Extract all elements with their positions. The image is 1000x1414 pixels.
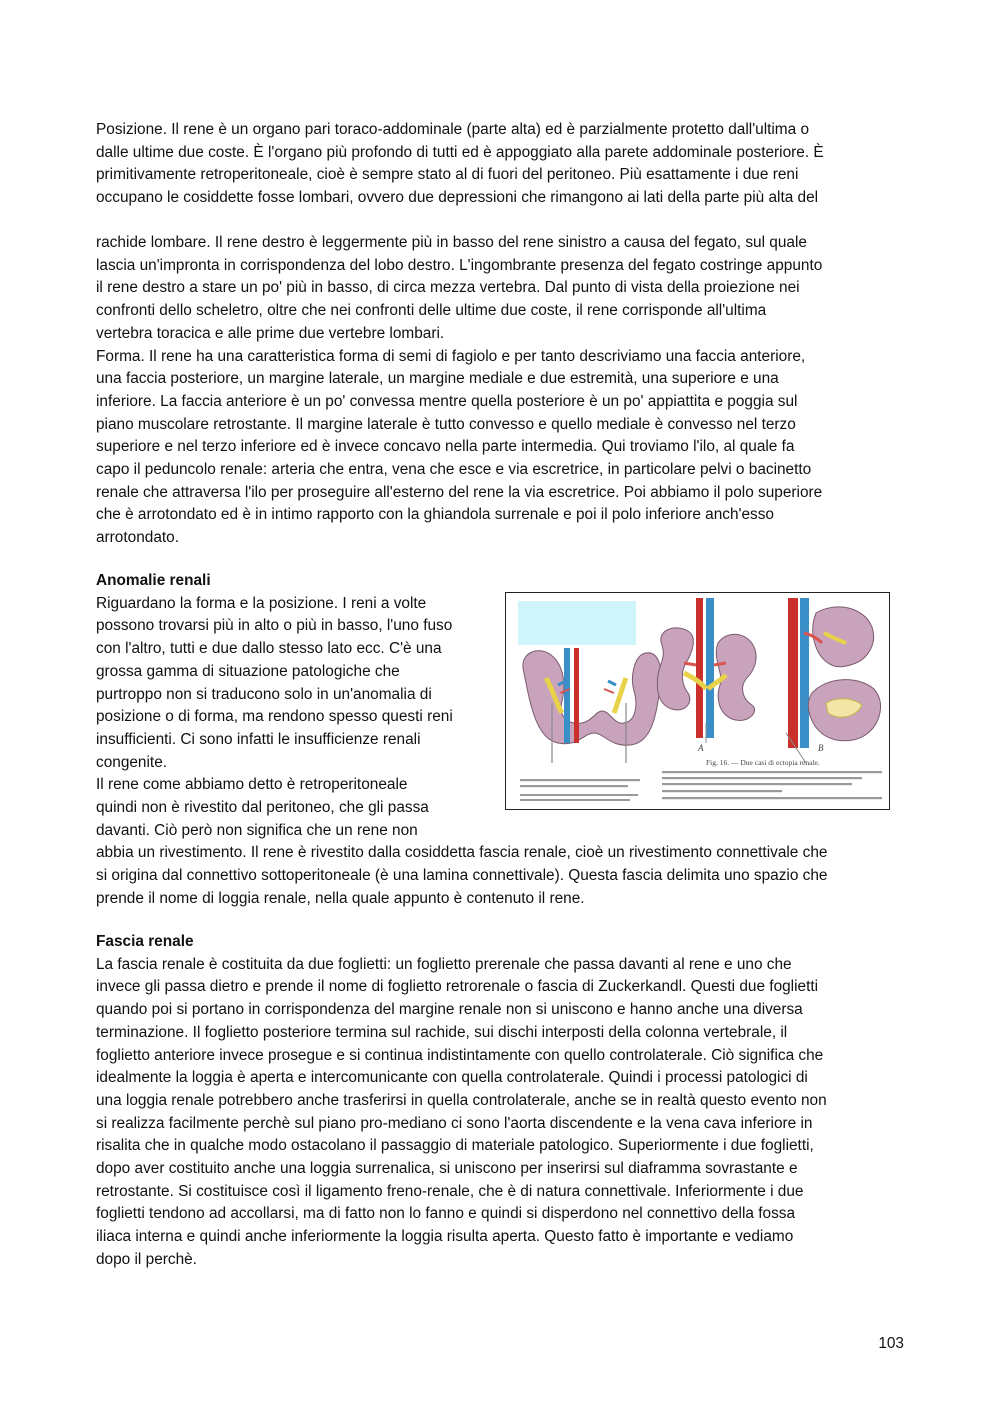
paragraph-forma — [96, 232, 908, 550]
text-line: rachide lombare. Il rene destro è leggermente più in basso del rene sinistro a causa del fegato, sul quale — [96, 234, 807, 251]
text-line: Forma. Il rene ha una caratteristica forma di semi di fagiolo e per tanto descriviamo una faccia anteriore, — [96, 347, 806, 365]
text-line: arrotondato. — [96, 529, 179, 547]
ectopic-kidney-b-drawing — [786, 598, 881, 763]
text-line: il rene destro a stare un po' più in basso, di circa mezza vertebra. Dal punto di vista della proiezione nei — [96, 279, 800, 297]
text-line: piano muscolare retrostante. Il margine laterale è tutto convesso e quello mediale è convesso nel terzo — [96, 415, 796, 433]
text-line: quindi non è rivestito dal peritoneo, che gli passa — [96, 799, 429, 817]
figure-label-b: B — [818, 743, 824, 753]
figure-label-a: A — [698, 743, 704, 753]
text-line: Il rene come abbiamo detto è retroperitoneale — [96, 776, 408, 794]
text-line: confronti dello scheletro, oltre che nei confronti delle ultime due coste, il rene corrisponde all'ultima — [96, 302, 767, 320]
highlight-box — [518, 601, 636, 645]
text-line: renale che attraversa l'ilo per proseguire all'esterno del rene la via escretrice. Poi abbiamo il polo superiore — [96, 483, 823, 501]
text-line: capo il peduncolo renale: arteria che entra, vena che esce e via escretrice, in particolare pelvi o bacinetto — [96, 461, 812, 479]
ectopic-kidney-a-drawing — [657, 598, 756, 753]
text-line: foglietto anteriore invece prosegue e si continua indistintamente con quello controlaterale. Ciò significa che — [96, 1046, 824, 1064]
text-line: inferiore. La faccia anteriore è un po' convessa mentre quella posteriore è un po' appiattita e poggia sul — [96, 392, 798, 410]
text-line: si realizza facilmente perchè sul piano pro-mediano ci sono l'aorta discendente e la vena cava inferiore in — [96, 1114, 813, 1132]
text-line: posizione o di forma, ma rendono spesso questi reni — [96, 708, 453, 726]
text-line: dopo il perchè. — [96, 1250, 197, 1268]
text-line: idealmente la loggia è aperta e intercomunicante con quella controlaterale. Quindi i processi patologici di — [96, 1069, 808, 1087]
text-line: dopo aver costituito anche una loggia surrenalica, si uniscono per inserirsi sul diaframma sovrastante e — [96, 1160, 798, 1178]
text-line: con l'altro, tutti e due dallo stesso lato ecc. C'è una — [96, 640, 442, 658]
paragraph-posizione — [96, 119, 908, 210]
text-line: dalle ultime due coste. È l'organo più profondo di tutti ed è appoggiato alla parete addominale posteriore. È — [96, 143, 824, 161]
text-line: invece gli passa dietro e prende il nome di foglietto retrorenale o fascia di Zuckerkandl. Questi due foglietti — [96, 978, 819, 996]
text-line: possono trovarsi più in alto o più in basso, l'uno fuso — [96, 617, 453, 635]
text-line: una faccia posteriore, un margine laterale, un margine mediale e due estremità, una superiore e una — [96, 370, 779, 388]
page-number: 103 — [878, 1335, 904, 1352]
text-line: La fascia renale è costituita da due foglietti: un foglietto prerenale che passa davanti al rene e uno che — [96, 955, 792, 973]
text-line: occupano le cosiddette fosse lombari, ovvero due depressioni che rimangono ai lati della parte più alta del — [96, 189, 819, 207]
text-line: lascia un'impronta in corrispondenza del lobo destro. L'ingombrante presenza del fegato costringe appunto — [96, 256, 823, 274]
figure-16-caption-title: Fig. 16. — Due casi di ectopia renale. — [706, 758, 820, 767]
section-fascia-renale — [96, 931, 908, 1272]
text-line: che è arrotondato ed è in intimo rapporto con la ghiandola surrenale e poi il polo inferiore anch'esso — [96, 506, 774, 524]
text-line: Posizione. Il rene è un organo pari toraco-addominale (parte alta) ed è parzialmente protetto dall'ultima o — [96, 121, 810, 138]
text-line: foglietti tendono ad accollarsi, ma di fatto non lo fanno e quindi si disperdono nel connettivo della fossa — [96, 1205, 796, 1223]
text-line: si origina dal connettivo sottoperitoneale (è una lamina connettivale). Questa fascia delimita uno spazio che — [96, 867, 828, 885]
text-line: quando poi si portano in corrispondenza del margine renale non si uniscono e hanno anche una diversa — [96, 1001, 803, 1019]
kidney-illustration — [506, 593, 888, 808]
text-line: davanti. Ciò però non significa che un rene non — [96, 821, 418, 839]
text-line: congenite. — [96, 753, 168, 771]
text-line: primitivamente retroperitoneale, cioè è sempre stato al di fuori del peritoneo. Più esattamente i due reni — [96, 166, 799, 184]
text-line: vertebra toracica e alle prime due vertebre lombari. — [96, 324, 445, 342]
horseshoe-kidney-drawing — [523, 648, 661, 763]
text-line: superiore e nel terzo inferiore ed è invece concavo nella parte intermedia. Qui troviamo l'ilo, al quale fa — [96, 438, 795, 456]
text-line: insufficienti. Ci sono infatti le insufficienze renali — [96, 730, 421, 748]
kidney-anomalies-figure — [505, 592, 890, 810]
text-line: prende il nome di loggia renale, nella quale appunto è contenuto il rene. — [96, 889, 585, 907]
text-line: Riguardano la forma e la posizione. I reni a volte — [96, 594, 427, 612]
figure-16-caption — [662, 771, 882, 799]
text-line: grossa gamma di situazione patologiche che — [96, 662, 400, 680]
section-heading: Anomalie renali — [96, 572, 211, 589]
text-line: iliaca interna e quindi anche inferiormente la loggia risulta aperta. Questo fatto è importante e vediamo — [96, 1228, 794, 1246]
text-line: retrostante. Si costituisce così il ligamento freno-renale, che è di natura connettivale. Inferiormente i due — [96, 1182, 804, 1200]
text-line: terminazione. Il foglietto posteriore termina sul rachide, sui dischi interposti della colonna vertebrale, il — [96, 1023, 788, 1041]
section-heading: Fascia renale — [96, 933, 194, 950]
figure-15-caption — [520, 779, 640, 801]
text-line: risalita che in qualche modo ostacolano il passaggio di materiale patologico. Superiormente i due foglietti, — [96, 1137, 814, 1155]
text-line: abbia un rivestimento. Il rene è rivestito dalla cosiddetta fascia renale, cioè un rivestimento connettivale che — [96, 844, 828, 862]
text-line: una loggia renale potrebbero anche trasferirsi in quella controlaterale, anche se in realtà questo evento non — [96, 1091, 827, 1109]
text-line: purtroppo non si traducono solo in un'anomalia di — [96, 685, 432, 703]
